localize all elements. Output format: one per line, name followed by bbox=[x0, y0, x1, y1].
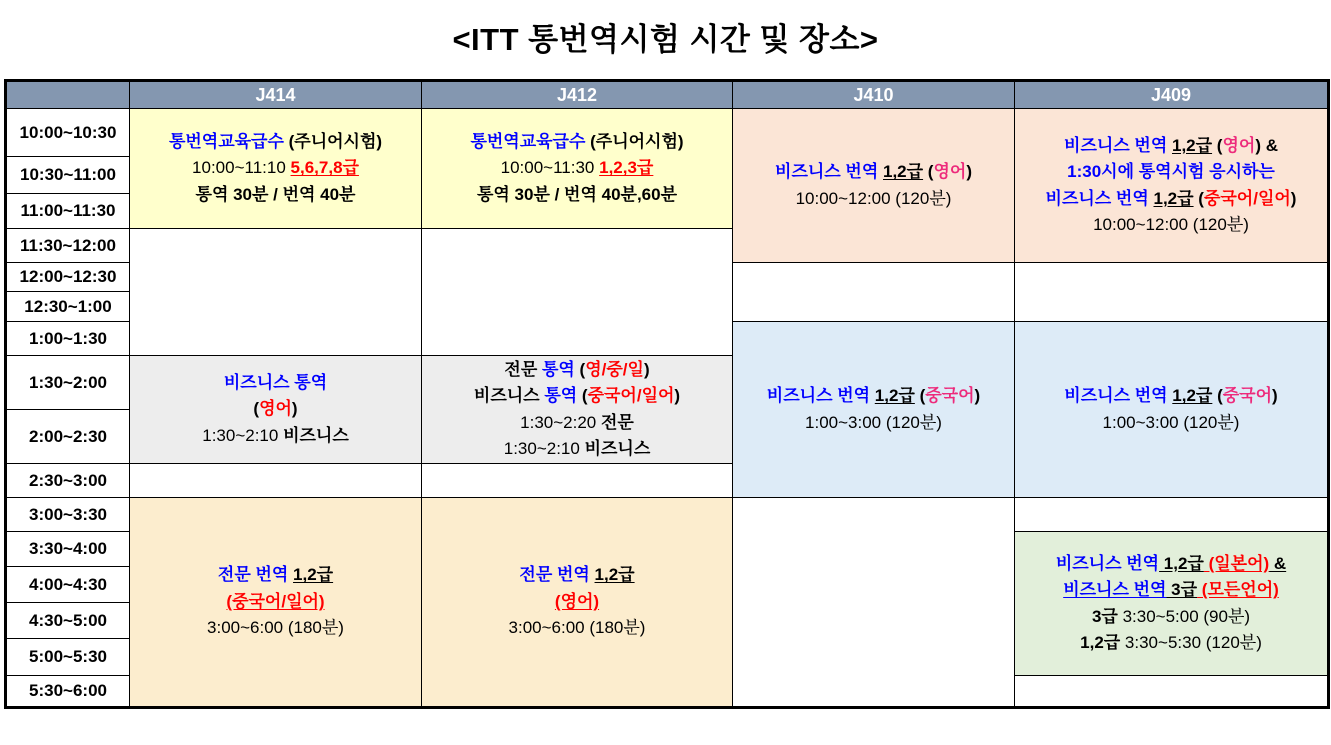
text-segment: 1,2급 bbox=[594, 565, 635, 585]
cell-line bbox=[130, 589, 421, 615]
text-segment: 1:30~2:10 bbox=[202, 425, 284, 445]
text-segment: 비즈니스 bbox=[473, 386, 545, 406]
time-slot-15: 5:30~6:00 bbox=[6, 676, 130, 708]
time-slot-4: 12:00~12:30 bbox=[6, 263, 130, 292]
text-segment: (주니어시험) bbox=[283, 131, 383, 151]
text-segment: 1,2급 bbox=[1172, 386, 1213, 406]
text-segment: ) bbox=[643, 359, 650, 379]
time-slot-2: 11:00~11:30 bbox=[6, 194, 130, 229]
time-slot-7: 1:30~2:00 bbox=[6, 356, 130, 410]
text-segment: 10:00~12:00 (120분) bbox=[795, 188, 952, 208]
header-cell-time bbox=[6, 81, 130, 109]
text-segment: 5,6,7,8급 bbox=[290, 158, 359, 178]
cell-line bbox=[733, 410, 1014, 436]
text-segment: (일본어) bbox=[1203, 553, 1270, 573]
text-segment: ( bbox=[577, 386, 588, 406]
text-segment: 영어 bbox=[933, 162, 967, 182]
text-segment: 10:00~12:00 (120분) bbox=[1093, 214, 1249, 234]
text-segment: 3:30~5:00 (90분) bbox=[1117, 606, 1251, 626]
text-segment: 비즈니스 bbox=[584, 438, 651, 458]
cell-j409-empty-2 bbox=[1015, 498, 1329, 532]
text-segment: ( bbox=[1193, 188, 1204, 208]
text-segment: 비즈니스 번역 bbox=[766, 386, 875, 406]
cell-line bbox=[1015, 630, 1327, 656]
text-segment: ( bbox=[1212, 135, 1223, 155]
text-segment: 전문 bbox=[504, 359, 542, 379]
text-segment: 전문 번역 bbox=[519, 565, 595, 585]
text-segment: & bbox=[1269, 553, 1287, 573]
cell-line bbox=[422, 562, 732, 588]
text-segment: 3:00~6:00 (180분) bbox=[508, 618, 646, 638]
text-segment: 통역 bbox=[541, 359, 575, 379]
time-slot-9: 2:30~3:00 bbox=[6, 464, 130, 498]
text-segment: (주니어시험) bbox=[585, 131, 684, 151]
text-segment: ) bbox=[1290, 188, 1297, 208]
cell-line bbox=[1015, 410, 1327, 436]
text-segment: 3:00~6:00 (180분) bbox=[207, 618, 344, 638]
text-segment: 중국어/일어 bbox=[587, 386, 675, 406]
text-segment: 1:30시에 통역시험 응시하는 bbox=[1067, 162, 1275, 182]
text-segment: 통번역교육급수 bbox=[470, 131, 586, 151]
text-segment: 중국어 bbox=[1222, 386, 1273, 406]
text-segment: 비즈니스 bbox=[283, 425, 349, 445]
text-segment: 비즈니스 번역 bbox=[775, 162, 883, 182]
cell-line bbox=[1015, 186, 1327, 212]
time-slot-12: 4:00~4:30 bbox=[6, 567, 130, 603]
text-segment: ) bbox=[1272, 386, 1278, 406]
text-segment: 통역 30분 / 번역 40분,60분 bbox=[476, 184, 678, 204]
text-segment: 3:30~5:30 (120분) bbox=[1120, 632, 1262, 652]
text-segment: 1,2급 bbox=[1080, 632, 1121, 652]
time-slot-11: 3:30~4:00 bbox=[6, 532, 130, 567]
cell-j409-business-translation-chinese bbox=[1015, 322, 1329, 498]
cell-line bbox=[130, 155, 421, 181]
text-segment: 1:00~3:00 (120분) bbox=[805, 412, 942, 432]
text-segment: 비즈니스 통역 bbox=[223, 372, 328, 392]
cell-line bbox=[733, 159, 1014, 185]
cell-line bbox=[1015, 383, 1327, 409]
cell-line bbox=[422, 410, 732, 436]
text-segment: 1,2급 bbox=[293, 565, 334, 585]
cell-line bbox=[1015, 577, 1327, 603]
text-segment: 1:30~2:20 bbox=[520, 412, 601, 432]
page-title: <ITT 통번역시험 시간 및 장소> bbox=[452, 22, 879, 57]
text-segment: (모든언어) bbox=[1197, 580, 1279, 600]
text-segment: ) & bbox=[1255, 135, 1278, 155]
text-segment: 3급 bbox=[1166, 580, 1198, 600]
cell-line bbox=[1015, 133, 1327, 159]
text-segment: ( bbox=[253, 399, 260, 419]
cell-j410-empty-2 bbox=[733, 498, 1015, 708]
text-segment: ) bbox=[674, 386, 681, 406]
time-slot-5: 12:30~1:00 bbox=[6, 292, 130, 322]
text-segment: 통역 bbox=[544, 386, 578, 406]
cell-line bbox=[1015, 212, 1327, 238]
text-segment: 통역 30분 / 번역 40분 bbox=[195, 184, 356, 204]
cell-line bbox=[130, 396, 421, 422]
cell-line bbox=[422, 155, 732, 181]
header-cell-j412: J412 bbox=[422, 81, 733, 109]
cell-line bbox=[1015, 551, 1327, 577]
text-segment: 1,2급 bbox=[1159, 553, 1204, 573]
cell-j412-pro-business-interpreting bbox=[422, 356, 733, 464]
cell-line bbox=[422, 129, 732, 155]
cell-j412-empty-2 bbox=[422, 464, 733, 498]
time-slot-8: 2:00~2:30 bbox=[6, 410, 130, 464]
cell-line bbox=[422, 182, 732, 208]
text-segment: ( bbox=[1212, 386, 1223, 406]
text-segment: ) bbox=[974, 386, 981, 406]
cell-line bbox=[422, 383, 732, 409]
header-row bbox=[6, 81, 1329, 109]
text-segment: ) bbox=[291, 399, 298, 419]
cell-line bbox=[422, 436, 732, 462]
text-segment: ( bbox=[923, 162, 934, 182]
text-segment: ) bbox=[966, 162, 972, 182]
cell-line bbox=[130, 423, 421, 449]
text-segment: 영/중/일 bbox=[585, 359, 644, 379]
cell-j414-empty-2 bbox=[130, 464, 422, 498]
cell-line bbox=[422, 589, 732, 615]
cell-line bbox=[130, 129, 421, 155]
cell-j410-business-translation-chinese bbox=[733, 322, 1015, 498]
header-cell-j410: J410 bbox=[733, 81, 1015, 109]
cell-j414-empty-1 bbox=[130, 229, 422, 356]
text-segment: 1,2급 bbox=[1172, 135, 1213, 155]
cell-line bbox=[1015, 604, 1327, 630]
text-segment: 1,2급 bbox=[874, 386, 915, 406]
text-segment: 10:00~11:10 bbox=[192, 158, 291, 178]
text-segment: 전문 번역 bbox=[217, 565, 294, 585]
text-segment: 10:00~11:30 bbox=[500, 158, 600, 178]
timetable bbox=[4, 79, 1330, 709]
time-slot-10: 3:00~3:30 bbox=[6, 498, 130, 532]
cell-j410-business-translation-english bbox=[733, 109, 1015, 263]
cell-line bbox=[130, 562, 421, 588]
cell-line bbox=[733, 383, 1014, 409]
cell-j409-business-translation-afternoon bbox=[1015, 532, 1329, 676]
time-slot-6: 1:00~1:30 bbox=[6, 322, 130, 356]
cell-line bbox=[130, 615, 421, 641]
text-segment: 3급 bbox=[1091, 606, 1118, 626]
text-segment: 1,2,3급 bbox=[599, 158, 654, 178]
header-cell-j414: J414 bbox=[130, 81, 422, 109]
text-segment: 중국어/일어 bbox=[1203, 188, 1291, 208]
text-segment: 1:30~2:10 bbox=[503, 438, 585, 458]
text-segment: 비즈니스 번역 bbox=[1064, 386, 1173, 406]
text-segment: (영어) bbox=[554, 591, 600, 611]
time-slot-0: 10:00~10:30 bbox=[6, 109, 130, 157]
text-segment: 영어 bbox=[1222, 135, 1256, 155]
text-segment: 비즈니스 번역 bbox=[1045, 188, 1154, 208]
cell-line bbox=[130, 182, 421, 208]
time-slot-14: 5:00~5:30 bbox=[6, 639, 130, 676]
cell-j409-empty-3 bbox=[1015, 676, 1329, 708]
text-segment: 1,2급 bbox=[1153, 188, 1194, 208]
header-cell-j409: J409 bbox=[1015, 81, 1329, 109]
cell-j414-business-interpreting bbox=[130, 356, 422, 464]
cell-line bbox=[422, 615, 732, 641]
text-segment: 전문 bbox=[600, 412, 634, 432]
text-segment: 비즈니스 번역 bbox=[1063, 580, 1167, 600]
cell-line bbox=[1015, 159, 1327, 185]
text-segment: 1:00~3:00 (120분) bbox=[1102, 412, 1240, 432]
time-slot-3: 11:30~12:00 bbox=[6, 229, 130, 263]
text-segment: 중국어 bbox=[925, 386, 975, 406]
cell-j412-pro-translation bbox=[422, 498, 733, 708]
cell-j412-junior-exam bbox=[422, 109, 733, 229]
time-row-10 bbox=[6, 498, 1329, 532]
cell-j414-junior-exam bbox=[130, 109, 422, 229]
text-segment: (중국어/일어) bbox=[226, 591, 325, 611]
text-segment: 비즈니스 번역 bbox=[1064, 135, 1172, 155]
text-segment: 1,2급 bbox=[883, 162, 924, 182]
cell-j409-business-translation-morning bbox=[1015, 109, 1329, 263]
text-segment: 통번역교육급수 bbox=[168, 131, 284, 151]
time-slot-13: 4:30~5:00 bbox=[6, 603, 130, 639]
text-segment: 영어 bbox=[259, 399, 292, 419]
text-segment: ( bbox=[574, 359, 586, 379]
text-segment: 비즈니스 번역 bbox=[1055, 553, 1160, 573]
text-segment: ( bbox=[914, 386, 926, 406]
cell-j409-empty-1 bbox=[1015, 263, 1329, 322]
time-slot-1: 10:30~11:00 bbox=[6, 157, 130, 194]
cell-line bbox=[422, 357, 732, 383]
cell-j412-empty-1 bbox=[422, 229, 733, 356]
cell-j410-empty-1 bbox=[733, 263, 1015, 322]
time-row-0 bbox=[6, 109, 1329, 157]
cell-line bbox=[130, 370, 421, 396]
cell-j414-pro-translation bbox=[130, 498, 422, 708]
cell-line bbox=[733, 186, 1014, 212]
